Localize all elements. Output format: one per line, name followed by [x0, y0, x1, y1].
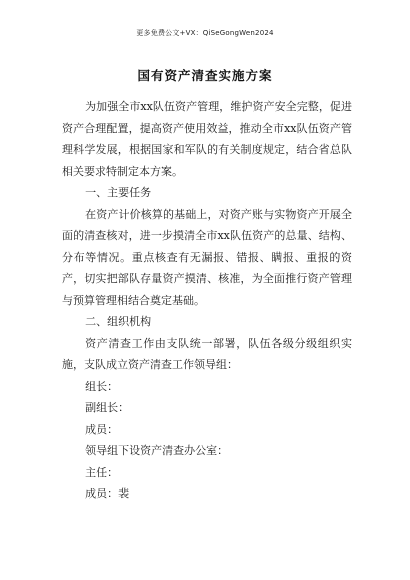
- intro-paragraph: 为加强全市xx队伍资产管理，维护资产安全完整，促进资产合理配置，提高资产使用效益，推动全市xx队伍资产管理科学发展，根据国家和军队的有关制度规定，结合省总队相关要求特制定本方案。: [62, 100, 352, 178]
- header-note: 更多免费公文+VX：QiSeGongWen2024: [136, 29, 274, 37]
- section-1-body: 在资产计价核算的基础上，对资产账与实物资产开展全面的清查核对，进一步摸清全市xx队伍资产的总量、结构、分布等情况。重点核查有无漏报、错报、瞒报、重报的资产，切实把部队存量资产摸清、核准，为全面推行资产管理与预算管理相结合奠定基础。: [62, 207, 352, 307]
- section-2-body: 资产清查工作由支队统一部署，队伍各级分级组织实施，支队成立资产清查工作领导组：: [62, 336, 352, 371]
- director-field: 主任：: [85, 465, 119, 479]
- members-field: 成员：: [85, 422, 119, 436]
- office-intro: 领导组下设资产清查办公室：: [85, 444, 229, 457]
- section-1-heading: 一、主要任务: [85, 186, 152, 199]
- leader-field: 组长：: [85, 379, 119, 393]
- section-2-heading: 二、组织机构: [85, 315, 152, 328]
- office-members-field: 成员：裴: [85, 487, 130, 500]
- document-body: [62, 96, 352, 505]
- document-title: 国有资产清查实施方案: [137, 68, 273, 83]
- deputy-leader-field: 副组长：: [85, 401, 130, 414]
